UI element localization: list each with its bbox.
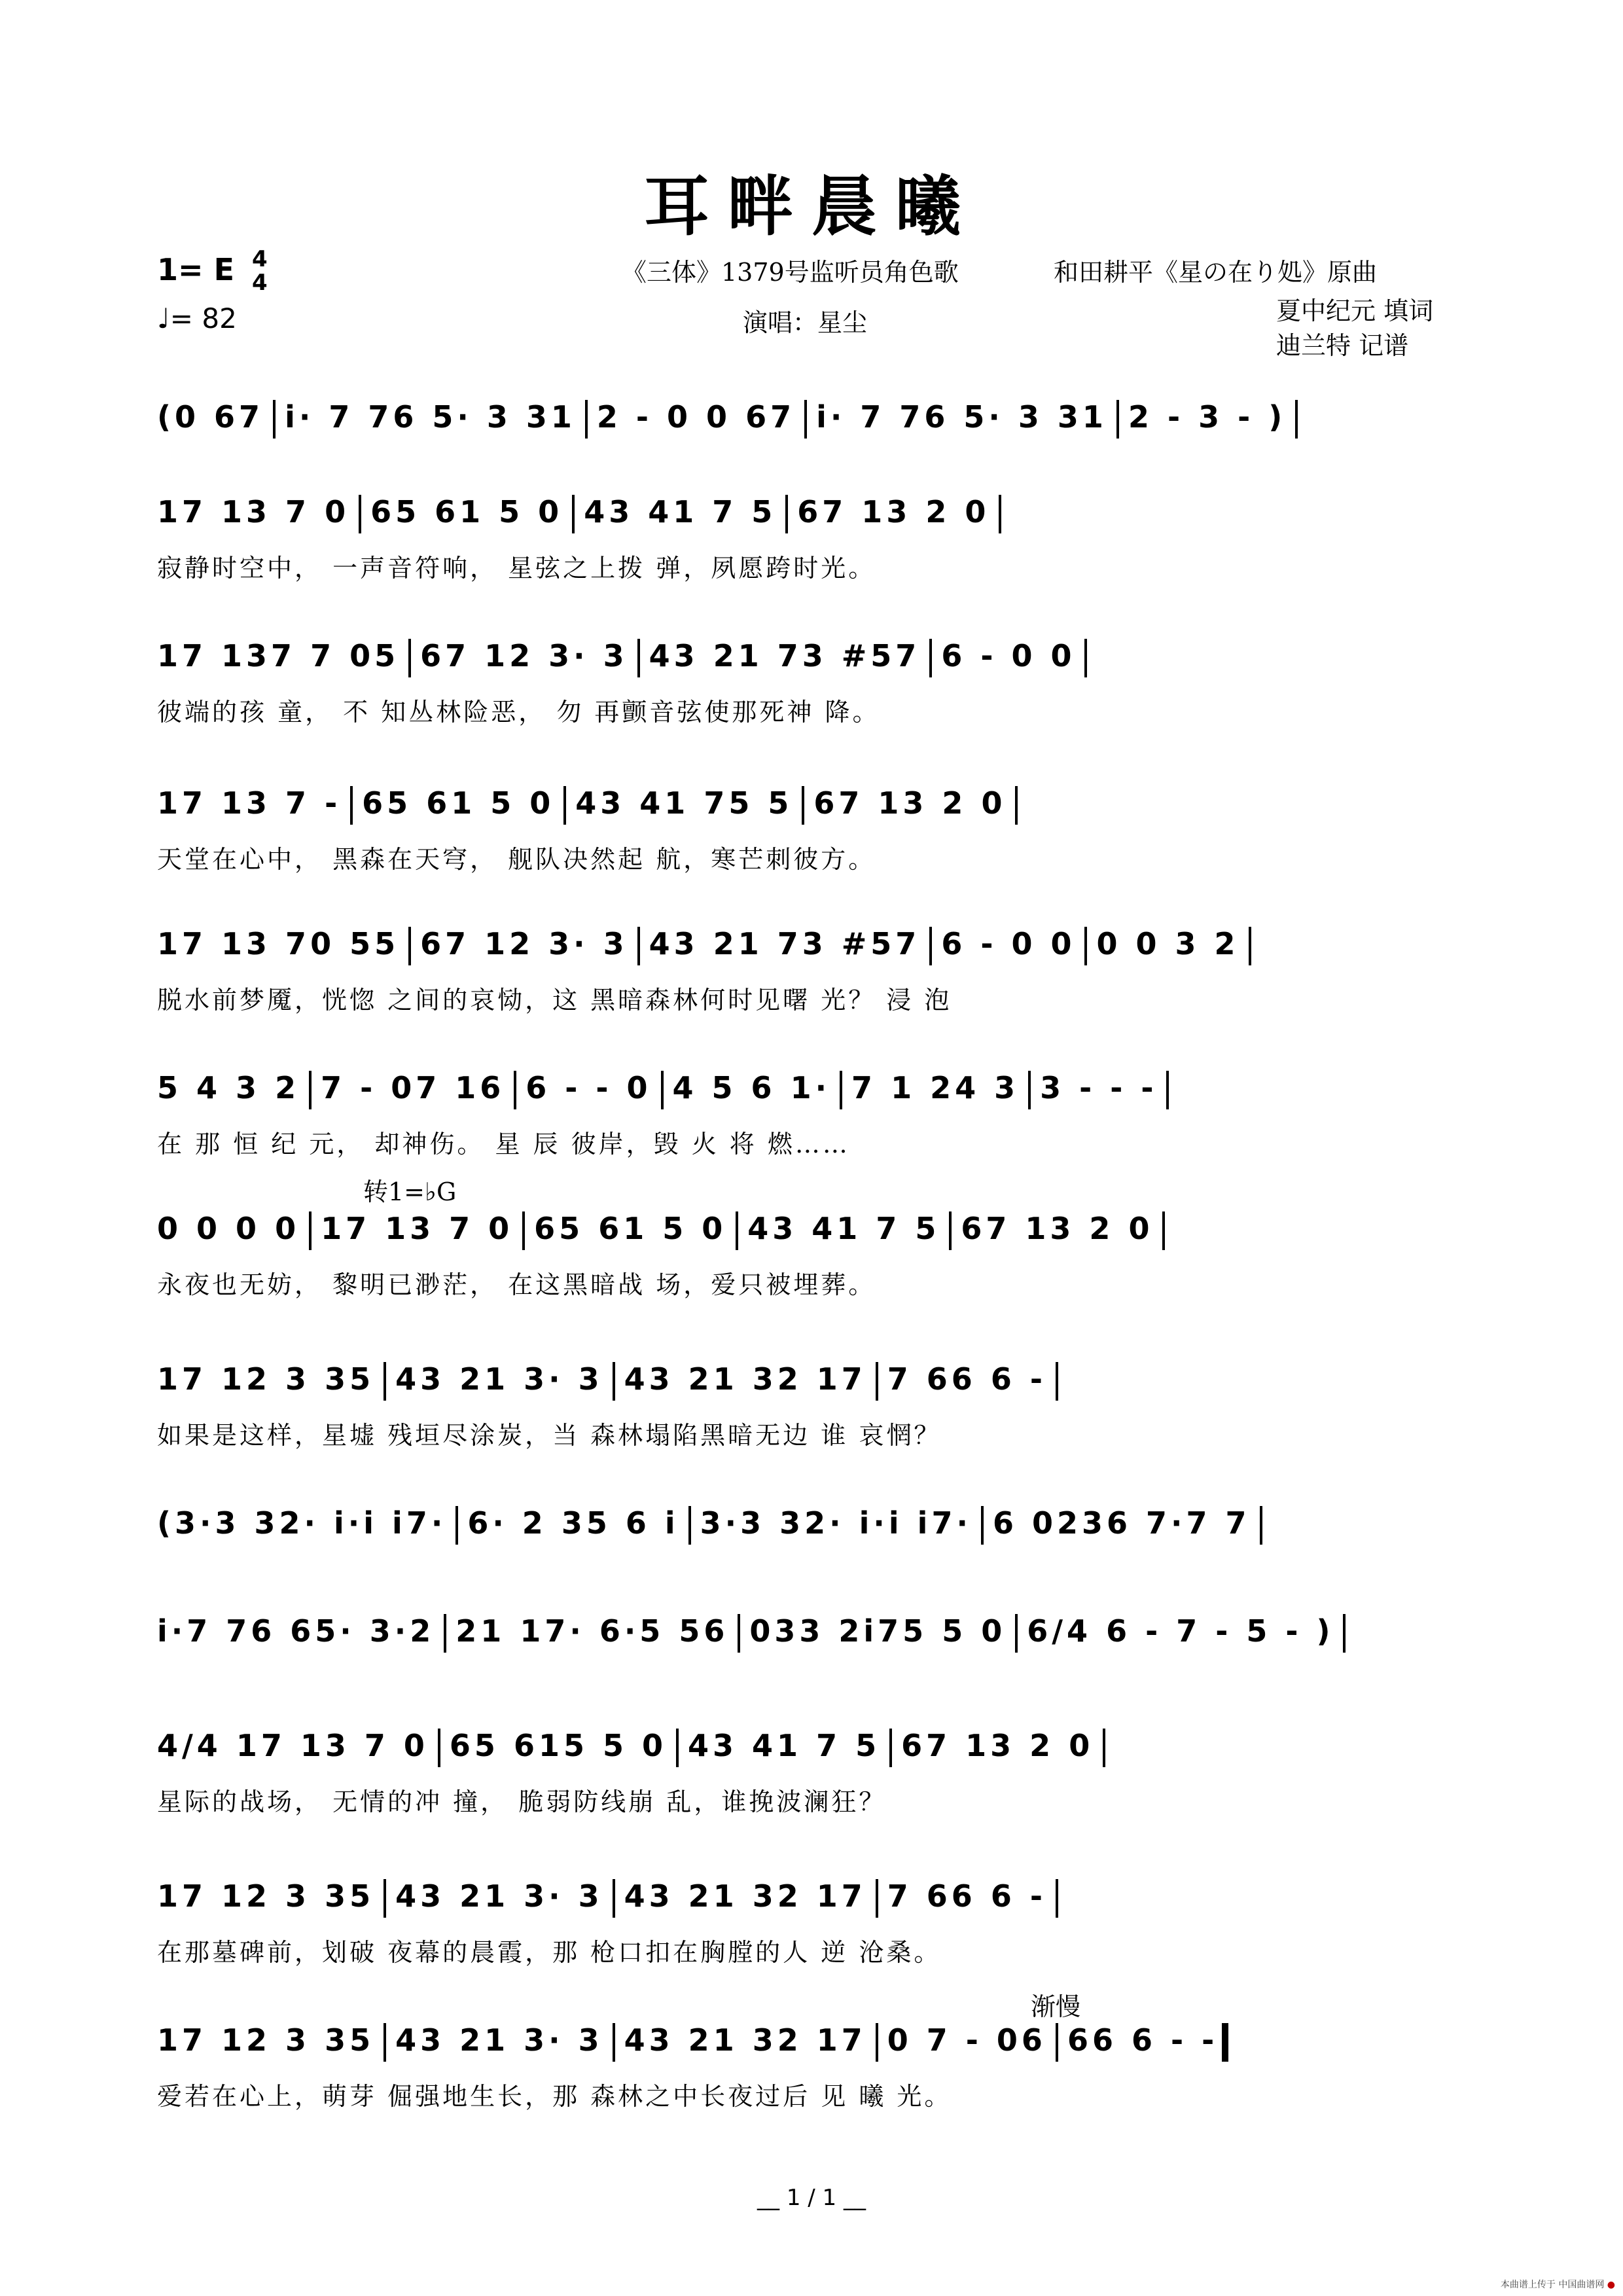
bar-line xyxy=(876,2023,878,2062)
measure: 67 13 2 0 xyxy=(961,1211,1154,1246)
bar-line xyxy=(408,639,411,678)
bar-line xyxy=(613,1362,615,1401)
bar-line xyxy=(802,786,804,825)
measure: 65 615 5 0 xyxy=(449,1728,668,1763)
bar-line xyxy=(273,400,276,439)
bar-line xyxy=(522,1211,525,1251)
measure: 7 - 07 16 xyxy=(321,1070,505,1105)
notation-line xyxy=(157,926,1472,965)
notation-line xyxy=(157,785,1472,825)
measure: 67 13 2 0 xyxy=(797,494,990,529)
measure: 3·3 32· i·i i7· xyxy=(700,1505,972,1541)
measure: 2 - 3 - ) xyxy=(1128,399,1287,435)
bar-line xyxy=(309,1211,312,1251)
watermark: 本曲谱上传于 中国曲谱网 ● xyxy=(1500,2280,1615,2290)
measure: 7 1 24 3 xyxy=(851,1070,1020,1105)
bar-line xyxy=(738,1614,740,1653)
bar-line xyxy=(785,495,788,534)
ritardando-marking: 渐慢 xyxy=(1031,1992,1081,2021)
credit-source: 《三体》1379号监听员角色歌 xyxy=(622,258,959,287)
measure: 6 - - 0 xyxy=(526,1070,652,1105)
notation-line xyxy=(157,1211,1472,1250)
bar-line xyxy=(1343,1614,1346,1653)
bar-line xyxy=(1084,639,1087,678)
bar-line xyxy=(929,639,932,678)
bar-line xyxy=(1260,1506,1262,1545)
page-number: __ 1 / 1 __ xyxy=(757,2185,866,2211)
bar-line xyxy=(1222,2023,1228,2062)
bar-line xyxy=(1056,1879,1058,1918)
key-signature: 1= E xyxy=(157,252,234,287)
bar-line xyxy=(1084,927,1087,966)
credit-performer: 演唱：星尘 xyxy=(743,308,868,337)
notation-line xyxy=(157,1070,1472,1109)
measure: 65 61 5 0 xyxy=(370,494,563,529)
bar-line xyxy=(572,495,575,534)
measure: 3 - - - xyxy=(1040,1070,1158,1105)
lyrics-line: 永夜也无妨， 黎明已渺茫， 在这黑暗战 场，爱只被埋葬。 xyxy=(157,1270,876,1299)
measure: 6/4 6 - 7 - 5 - ) xyxy=(1027,1613,1334,1649)
measure: 66 6 - - xyxy=(1067,2022,1219,2058)
measure: 0 0 0 0 xyxy=(157,1211,300,1246)
bar-line xyxy=(889,1729,892,1768)
bar-line xyxy=(383,1362,386,1401)
bar-line xyxy=(1116,400,1119,439)
measure: 17 12 3 35 xyxy=(157,1878,375,1914)
measure: 17 13 7 - xyxy=(157,785,342,821)
lyrics-line: 爱若在心上，萌芽 倔强地生长，那 森林之中长夜过后 见 曦 光。 xyxy=(157,2082,952,2111)
bar-line xyxy=(1249,927,1251,966)
bar-line xyxy=(1056,2023,1058,2062)
measure: 17 12 3 35 xyxy=(157,2022,375,2058)
measure: 4/4 17 13 7 0 xyxy=(157,1728,429,1763)
bar-line xyxy=(359,495,361,534)
bar-line xyxy=(999,495,1001,534)
bar-line xyxy=(981,1506,984,1545)
bar-line xyxy=(1162,1211,1165,1251)
measure: 65 61 5 0 xyxy=(534,1211,727,1246)
lyrics-line: 在 那 恒 纪 元， 却神伤。 星 辰 彼岸，毁 火 将 燃…… xyxy=(157,1130,850,1158)
measure: 0 0 3 2 xyxy=(1096,926,1240,961)
credit-composer: 和田耕平《星の在り処》原曲 xyxy=(1054,258,1378,287)
measure: 43 21 3· 3 xyxy=(395,2022,603,2058)
notation-line xyxy=(157,1361,1472,1401)
bar-line xyxy=(1166,1071,1169,1110)
lyrics-line: 星际的战场， 无情的冲 撞， 脆弱防线崩 乱，谁挽波澜狂？ xyxy=(157,1787,887,1816)
bar-line xyxy=(876,1879,878,1918)
measure: 43 21 73 #57 xyxy=(649,638,921,673)
measure: 17 13 7 0 xyxy=(321,1211,514,1246)
bar-line xyxy=(613,2023,615,2062)
song-title: 耳畔晨曦 xyxy=(644,168,979,245)
measure: i·7 76 65· 3·2 xyxy=(157,1613,435,1649)
lyrics-line: 寂静时空中， 一声音符响， 星弦之上拨 弹，夙愿跨时光。 xyxy=(157,554,876,583)
bar-line xyxy=(929,927,932,966)
bar-line xyxy=(661,1071,664,1110)
meter-top: 4 xyxy=(252,246,268,272)
bar-line xyxy=(444,1614,446,1653)
measure: 67 13 2 0 xyxy=(901,1728,1094,1763)
bar-line xyxy=(309,1071,312,1110)
bar-line xyxy=(563,786,566,825)
bar-line xyxy=(455,1506,458,1545)
measure: 17 137 7 05 xyxy=(157,638,400,673)
credit-lyricist: 夏中纪元 填词 xyxy=(1276,296,1434,325)
lyrics-line: 如果是这样，星墟 残垣尽涂炭，当 森林塌陷黑暗无边 谁 哀惘？ xyxy=(157,1421,942,1450)
notation-line xyxy=(157,1505,1472,1545)
measure: 17 13 7 0 xyxy=(157,494,350,529)
lyrics-line: 天堂在心中， 黑森在天穹， 舰队决然起 航，寒芒刺彼方。 xyxy=(157,845,876,874)
modulation-marking: 转1=♭G xyxy=(363,1177,457,1206)
bar-line xyxy=(1015,786,1018,825)
notation-line xyxy=(157,2022,1472,2062)
measure: 17 13 70 55 xyxy=(157,926,400,961)
bar-line xyxy=(637,639,640,678)
measure: 17 12 3 35 xyxy=(157,1361,375,1397)
notation-line xyxy=(157,494,1472,533)
measure: 6 - 0 0 xyxy=(941,926,1076,961)
bar-line xyxy=(1295,400,1298,439)
notation-line xyxy=(157,638,1472,677)
bar-line xyxy=(840,1071,842,1110)
bar-line xyxy=(585,400,588,439)
lyrics-line: 彼端的孩 童， 不 知丛林险恶， 勿 再颤音弦使那死神 降。 xyxy=(157,698,880,726)
site-logo-icon: ● xyxy=(1607,2280,1615,2290)
bar-line xyxy=(637,927,640,966)
bar-line xyxy=(804,400,807,439)
meter-bottom: 4 xyxy=(252,270,268,296)
bar-line xyxy=(514,1071,516,1110)
notation-line xyxy=(157,399,1472,439)
measure: i· 7 76 5· 3 31 xyxy=(285,399,576,435)
measure: 0 7 - 06 xyxy=(887,2022,1046,2058)
bar-line xyxy=(408,927,411,966)
measure: 43 41 7 5 xyxy=(688,1728,881,1763)
measure: 43 41 7 5 xyxy=(584,494,777,529)
bar-line xyxy=(383,1879,386,1918)
time-signature xyxy=(252,247,268,295)
measure: 43 21 32 17 xyxy=(624,2022,866,2058)
measure: (0 67 xyxy=(157,399,264,435)
bar-line xyxy=(350,786,353,825)
bar-line xyxy=(1015,1614,1018,1653)
measure: (3·3 32· i·i i7· xyxy=(157,1505,447,1541)
bar-line xyxy=(688,1506,691,1545)
bar-line xyxy=(438,1729,440,1768)
notation-line xyxy=(157,1878,1472,1918)
measure: i· 7 76 5· 3 31 xyxy=(816,399,1107,435)
notation-line xyxy=(157,1613,1472,1653)
measure: 6 0236 7·7 7 xyxy=(992,1505,1251,1541)
notation-line xyxy=(157,1728,1472,1767)
measure: 43 21 32 17 xyxy=(624,1878,866,1914)
bar-line xyxy=(736,1211,738,1251)
measure: 43 21 3· 3 xyxy=(395,1361,603,1397)
bar-line xyxy=(383,2023,386,2062)
measure: 2 - 0 0 67 xyxy=(596,399,796,435)
measure: 6 - 0 0 xyxy=(941,638,1076,673)
lyrics-line: 脱水前梦魇，恍惚 之间的哀恸，这 黑暗森林何时见曙 光？ 浸 泡 xyxy=(157,986,952,1014)
measure: 7 66 6 - xyxy=(887,1878,1046,1914)
measure: 7 66 6 - xyxy=(887,1361,1046,1397)
measure: 21 17· 6·5 56 xyxy=(455,1613,729,1649)
bar-line xyxy=(1028,1071,1031,1110)
measure: 5 4 3 2 xyxy=(157,1070,300,1105)
measure: 43 21 3· 3 xyxy=(395,1878,603,1914)
measure: 43 41 75 5 xyxy=(575,785,793,821)
measure: 43 21 73 #57 xyxy=(649,926,921,961)
measure: 4 5 6 1· xyxy=(672,1070,831,1105)
lyrics-line: 在那墓碑前，划破 夜幕的晨霞，那 枪口扣在胸膛的人 逆 沧桑。 xyxy=(157,1938,942,1967)
tempo-marking: ♩= 82 xyxy=(157,302,237,334)
measure: 65 61 5 0 xyxy=(362,785,555,821)
bar-line xyxy=(613,1879,615,1918)
measure: 6· 2 35 6 i xyxy=(467,1505,679,1541)
measure: 67 13 2 0 xyxy=(813,785,1007,821)
credit-transcriber: 迪兰特 记谱 xyxy=(1276,331,1409,360)
measure: 67 12 3· 3 xyxy=(420,638,628,673)
measure: 67 12 3· 3 xyxy=(420,926,628,961)
bar-line xyxy=(949,1211,952,1251)
bar-line xyxy=(876,1362,878,1401)
bar-line xyxy=(1056,1362,1058,1401)
bar-line xyxy=(1103,1729,1105,1768)
measure: 033 2i75 5 0 xyxy=(749,1613,1007,1649)
measure: 43 21 32 17 xyxy=(624,1361,866,1397)
bar-line xyxy=(676,1729,679,1768)
measure: 43 41 7 5 xyxy=(747,1211,940,1246)
